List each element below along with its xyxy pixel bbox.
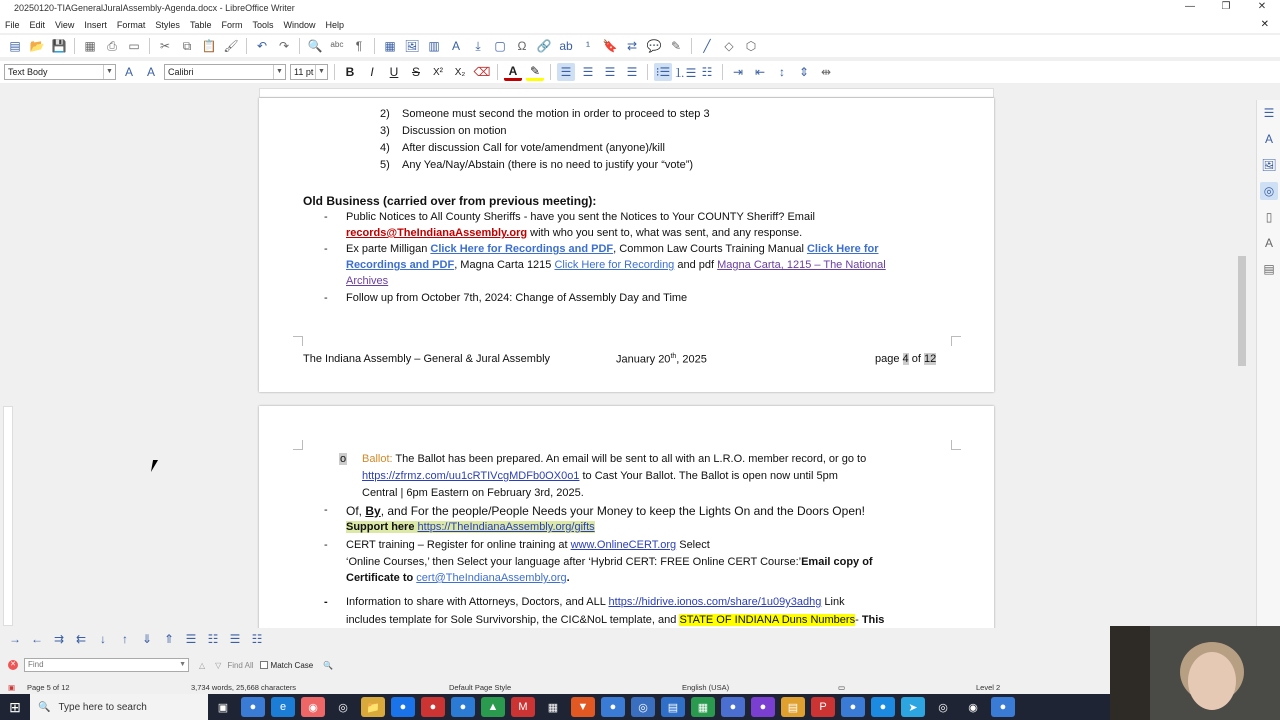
highlight-color-icon[interactable]: ✎ [526,63,544,81]
title-bar [0,0,1280,16]
app-icon[interactable]: ▤ [781,697,805,717]
superscript-button[interactable]: X² [433,66,443,78]
close-document-icon[interactable]: ✕ [1260,19,1269,30]
cut-icon[interactable]: ✂ [159,39,171,53]
navigation-toolbar [0,628,1110,650]
paragraph-text: with who you sent to, what was sent, and any response. [527,227,803,239]
insert-textbox-icon[interactable]: A [451,39,460,53]
footer-page-number [875,353,936,365]
minimize-button[interactable]: — [1185,1,1195,12]
unordered-list-icon[interactable]: ⁝☰ [655,65,671,79]
style-inspector-icon[interactable]: A [1264,236,1273,250]
align-center-icon[interactable]: ☰ [582,65,594,79]
paragraph-text: and pdf [674,259,718,271]
paragraph-text: , Magna Carta 1215 [454,259,555,271]
find-placeholder: Find [28,660,44,669]
print-preview-icon[interactable]: ▭ [128,39,140,53]
chrome-icon[interactable]: ◉ [968,701,978,714]
paragraph-text: The Ballot has been prepared. An email will be sent to all with an L.R.O. member record, or go to [392,453,867,465]
insert-page-break-icon[interactable]: ⤓ [475,38,481,53]
toolbar-separator [246,38,247,54]
document-status-icon[interactable]: ▣ [8,683,16,692]
decrease-indent-icon[interactable]: ⇤ [754,65,766,79]
toolbar-separator [74,38,75,54]
app-icon[interactable]: ● [751,697,775,717]
maximize-button[interactable]: ❐ [1221,1,1231,12]
close-button[interactable]: ✕ [1257,1,1267,12]
app-icon[interactable]: ● [871,697,895,717]
toolbar-separator [691,38,692,54]
list-number: 3) [380,125,390,137]
find-all-button[interactable]: Find All [227,660,254,670]
demote-icon[interactable]: ⇉ [53,632,65,646]
chevron-down-icon: ▼ [315,65,327,79]
align-right-icon[interactable]: ☰ [604,65,616,79]
insert-image-icon[interactable]: 🖼 [404,39,420,53]
paragraph-bold-text: Certificate to [346,572,417,584]
line-spacing-icon[interactable]: ↕ [779,65,785,79]
menu-file[interactable]: File [5,19,20,30]
document-page-5[interactable] [259,406,994,636]
increase-indent-icon[interactable]: ⇥ [732,65,744,79]
paragraph-text: ‘Online Courses,’ then Select your language after ‘Hybrid CERT: FREE Online CERT Course:’ [346,556,802,568]
insert-line-icon[interactable]: ╱ [703,39,711,53]
styles-icon[interactable]: A [1264,132,1273,146]
vertical-ruler[interactable] [3,406,13,626]
manage-changes-icon[interactable]: ▤ [1263,262,1275,276]
redo-icon[interactable]: ↷ [278,39,290,53]
formatting-toolbar [0,61,1280,83]
search-icon: 🔍 [38,701,51,713]
paragraph-text: Link [821,596,845,608]
margin-corner [951,336,961,346]
paragraph-text: Public Notices to All County Sheriffs - have you sent the Notices to Your COUNTY Sheriff? Email [346,211,815,223]
magna-carta-recording-link[interactable]: Click Here for Recording [554,259,675,271]
toolbar-separator [647,64,648,80]
list-item-text: After discussion Call for vote/amendment (anyone)/kill [402,142,665,154]
recordings-pdf-link[interactable]: Click Here for Recordings and PDF [430,243,614,255]
paragraph-spacing-icon[interactable]: ⇕ [798,65,810,79]
firefox-icon[interactable]: ◉ [301,697,325,717]
find-next-icon[interactable]: ▽ [215,660,222,670]
menu-view[interactable]: View [55,19,75,30]
insert-unnumbered-icon[interactable]: ☰ [185,632,197,646]
toolbar-separator [497,64,498,80]
app-icon[interactable]: ● [241,697,265,717]
brave-icon[interactable]: ▼ [571,697,595,717]
ballot-form-link[interactable]: https://zfrmz.com/uu1cRTIVcgMDFb0OX0o1 [362,470,580,482]
horizontal-ruler[interactable] [259,88,994,98]
promote-icon[interactable]: ⇇ [75,632,87,646]
special-character-icon[interactable]: Ω [517,39,527,53]
font-name-select[interactable] [164,64,286,80]
insert-chart-icon[interactable]: ▥ [428,39,440,53]
font-name-value: Calibri [168,67,194,77]
document-page-4[interactable] [259,98,994,392]
find-replace-icon[interactable]: 🔍 [307,39,323,53]
comment-icon[interactable]: 💬 [646,39,662,53]
support-label: Support here [346,521,415,533]
menu-styles[interactable]: Styles [155,19,180,30]
paragraph-text: Information to share with Attorneys, Doctors, and ALL [346,596,609,608]
edge-icon[interactable]: e [271,697,295,717]
telegram-icon[interactable]: ➤ [901,697,925,717]
align-left-icon[interactable]: ☰ [557,63,575,81]
paragraph-text: includes template for Sole Survivorship, the CIC&NoL template, and [346,614,680,626]
windows-start-icon[interactable]: ⊞ [9,698,21,715]
duns-highlight: STATE OF INDIANA Duns Numbers [679,614,856,626]
bullet-circle: o [340,453,347,465]
bookmark-icon[interactable]: 🔖 [602,39,618,53]
language[interactable]: English (USA) [682,683,730,692]
menu-insert[interactable]: Insert [84,19,107,30]
page-icon[interactable]: ▯ [1265,210,1273,224]
footer-page-of: of [908,353,924,365]
update-style-icon[interactable]: A [124,65,133,79]
paragraph-text: to Cast Your Ballot. The Ballot is open now until 5pm [579,470,838,482]
footer-page-label: page [875,353,903,365]
paragraph-text: Select [676,539,710,551]
app-icon[interactable]: ◎ [938,701,948,714]
formatting-marks-icon[interactable]: ¶ [355,39,363,53]
restart-numbering-icon[interactable]: ☷ [251,632,263,646]
records-email-link[interactable]: records@TheIndianaAssembly.org [346,227,528,239]
menu-help[interactable]: Help [325,19,344,30]
arrow-up-icon[interactable]: ↑ [122,632,128,646]
list-number: 5) [380,159,390,171]
menu-edit[interactable]: Edit [29,19,46,30]
paste-icon[interactable]: 📋 [201,39,217,53]
underline-button[interactable]: U [389,65,399,79]
file-explorer-icon[interactable]: 📁 [361,697,385,717]
list-number: 4) [380,142,390,154]
bullet-dash: - [324,211,328,223]
task-view-icon[interactable]: ▣ [217,701,229,714]
taskbar-search[interactable] [30,694,208,720]
spelling-icon[interactable]: ᵃᵇᶜ [330,39,344,53]
arrow-left-icon[interactable]: ← [31,632,43,646]
arrow-right-icon[interactable]: → [9,632,21,646]
font-color-button[interactable]: A [504,63,522,81]
gifts-link[interactable]: https://TheIndianaAssembly.org/gifts [417,521,595,533]
webcam-overlay [1110,626,1280,720]
basic-shapes-icon[interactable]: ◇ [724,39,734,53]
export-pdf-icon[interactable]: ▦ [84,39,96,53]
paragraph-text: , and For the people/People Needs your Money to keep the Lights On and the Doors Open! [380,504,865,518]
new-style-icon[interactable]: A [146,65,155,79]
app-icon[interactable]: ● [421,697,445,717]
bullet-dash: - [324,539,328,551]
undo-icon[interactable]: ↶ [256,39,268,53]
match-case-label: Match Case [270,660,314,670]
ordered-list-icon[interactable]: ⒈☰ [673,65,697,80]
toolbar-separator [722,64,723,80]
menu-window[interactable]: Window [283,19,316,30]
taskbar-search-placeholder: Type here to search [58,701,147,713]
save-icon[interactable]: 💾 [51,39,67,53]
clear-formatting-icon[interactable]: ⌫ [473,65,491,79]
training-manual-link[interactable]: Recordings and PDF [346,259,455,271]
arrow-down-icon[interactable]: ↓ [100,632,106,646]
bullet-dash: - [324,504,328,516]
menu-bar [0,16,1280,33]
libreoffice-calc-icon[interactable]: ▦ [691,697,715,717]
toolbar-separator [299,38,300,54]
paragraph-text: Central | 6pm Eastern on February 3rd, 2025. [362,487,584,499]
libreoffice-writer-icon[interactable]: ▤ [661,697,685,717]
word-count[interactable]: 3,734 words, 25,668 characters [191,683,297,692]
magna-carta-archives-link[interactable]: Archives [346,275,389,287]
menu-form[interactable]: Form [221,19,243,30]
app-icon[interactable]: ▲ [481,697,505,717]
insert-table-icon[interactable]: ▦ [384,39,396,53]
scrollbar-thumb[interactable] [1238,256,1246,366]
paragraph-text: CERT training – Register for online training at [346,539,571,551]
old-business-heading: Old Business (carried over from previous meeting): [303,194,597,208]
find-previous-icon[interactable]: △ [199,660,206,670]
find-replace-icon[interactable]: 🔍 [323,660,334,670]
app-icon[interactable]: ▦ [547,701,559,714]
footnote-icon[interactable]: ab [559,39,573,53]
webcam-background [1110,626,1150,720]
bullet-dash: - [324,596,328,608]
draw-functions-icon[interactable]: ⬡ [745,39,757,53]
list-item-text: Someone must second the motion in order to proceed to step 3 [402,108,710,120]
paragraph-bold-text: Email copy of [801,556,873,568]
chevron-down-icon: ▼ [103,65,115,79]
vertical-scrollbar[interactable] [1236,86,1248,626]
pdf-icon[interactable]: P [811,697,835,717]
app-icon[interactable]: ● [991,697,1015,717]
paragraph-text: - [855,614,862,626]
bullet-dash: - [324,292,328,304]
app-icon[interactable]: ◎ [338,701,348,714]
list-style-icon[interactable]: ☰ [229,632,241,646]
footer-date-sup: th [670,353,677,360]
bold-button[interactable]: B [345,65,355,79]
margin-corner [951,440,961,450]
find-toolbar [0,656,1110,674]
menu-table[interactable]: Table [189,19,212,30]
webcam-face [1188,652,1236,710]
properties-icon[interactable]: ☰ [1263,106,1275,120]
paragraph-text: Follow up from October 7th, 2024: Change of Assembly Day and Time [346,292,688,304]
outline-level: Level 2 [976,683,1001,692]
italic-button[interactable]: I [370,65,374,79]
print-icon[interactable]: ⎙ [107,38,117,53]
selection-mode-icon[interactable]: ▭ [838,683,846,692]
app-icon[interactable]: ◎ [631,697,655,717]
endnote-icon[interactable]: ¹ [586,39,590,53]
app-icon[interactable]: ● [841,697,865,717]
bullet-dash: - [324,243,328,255]
app-icon[interactable]: ● [391,697,415,717]
magna-carta-archives-link[interactable]: Magna Carta, 1215 – The National [717,259,886,271]
paragraph-style-select[interactable] [4,64,116,80]
outline-list-icon[interactable]: ☷ [701,65,713,79]
online-cert-link[interactable]: www.OnlineCERT.org [570,539,677,551]
margin-corner [293,440,303,450]
paragraph-text: Ex parte Milligan [346,243,431,255]
page-style[interactable]: Default Page Style [449,683,512,692]
standard-toolbar [0,35,1280,57]
emphasis-by: By [365,504,381,518]
status-bar [0,681,1280,693]
insert-field-icon[interactable]: ▢ [494,39,506,53]
justify-icon[interactable]: ☰ [626,65,638,79]
ballot-label: Ballot: [362,453,393,465]
toolbar-separator [550,64,551,80]
open-folder-icon[interactable]: 📂 [29,39,45,53]
app-icon[interactable]: ● [451,697,475,717]
list-number: 2) [380,108,390,120]
sidebar-deck [1256,100,1280,626]
toolbar-separator [334,64,335,80]
margin-corner [293,336,303,346]
strikethrough-button[interactable]: S [411,65,420,79]
windows-taskbar [0,694,1280,720]
track-changes-icon[interactable]: ✎ [670,39,682,53]
footer-page-current: 4 [902,353,909,365]
menu-format[interactable]: Format [116,19,146,30]
paragraph-bold-text: This [861,614,885,626]
paragraph-bold-text: . [566,572,570,584]
font-size-select[interactable] [290,64,328,80]
hidrive-link[interactable]: https://hidrive.ionos.com/share/1u09y3adhg [608,596,822,608]
clone-formatting-icon[interactable]: 🖌 [223,39,239,53]
footer-date-year: , 2025 [676,353,707,366]
footer-date [616,353,707,366]
copy-icon[interactable]: ⧉ [182,38,192,53]
gallery-icon[interactable]: 🖼 [1261,158,1277,172]
cross-reference-icon[interactable]: ⇄ [626,39,638,53]
list-item-text: Any Yea/Nay/Abstain (there is no need to justify your “vote”) [402,159,694,171]
move-up-icon[interactable]: ⇑ [163,632,175,646]
app-icon[interactable]: ● [721,697,745,717]
move-down-icon[interactable]: ⇓ [141,632,153,646]
app-icon[interactable]: M [511,697,535,717]
footer-date-text: January 20 [616,353,671,366]
close-find-icon[interactable]: ✕ [8,660,18,670]
menu-tools[interactable]: Tools [252,19,274,30]
match-case-checkbox[interactable] [260,661,268,669]
chevron-down-icon: ▼ [273,65,285,79]
numbering-icon[interactable]: ☷ [207,632,219,646]
window-title: 20250120-TIAGeneralJuralAssembly-Agenda.docx - LibreOffice Writer [14,3,295,13]
training-manual-link[interactable]: Click Here for [806,243,879,255]
font-size-value: 11 pt [294,67,314,77]
new-document-icon[interactable]: ▤ [9,39,21,53]
cert-email-link[interactable]: cert@TheIndianaAssembly.org [416,572,567,584]
toolbar-separator [374,38,375,54]
footer-title: The Indiana Assembly – General & Jural Assembly [303,353,551,365]
paragraph-text: , Common Law Courts Training Manual [613,243,807,255]
app-icon[interactable]: ● [601,697,625,717]
find-input[interactable] [24,658,189,672]
indent-icon[interactable]: ⇹ [820,65,832,79]
subscript-button[interactable]: X₂ [454,66,466,78]
navigator-icon[interactable]: ◎ [1260,182,1278,200]
hyperlink-icon[interactable]: 🔗 [536,39,552,53]
paragraph-style-value: Text Body [8,67,48,77]
list-item-text: Discussion on motion [402,125,507,137]
page-count[interactable]: Page 5 of 12 [27,683,70,692]
toolbar-separator [149,38,150,54]
chevron-down-icon[interactable]: ▼ [179,661,186,668]
paragraph-text: Of, [346,504,366,518]
footer-page-total: 12 [923,353,937,365]
